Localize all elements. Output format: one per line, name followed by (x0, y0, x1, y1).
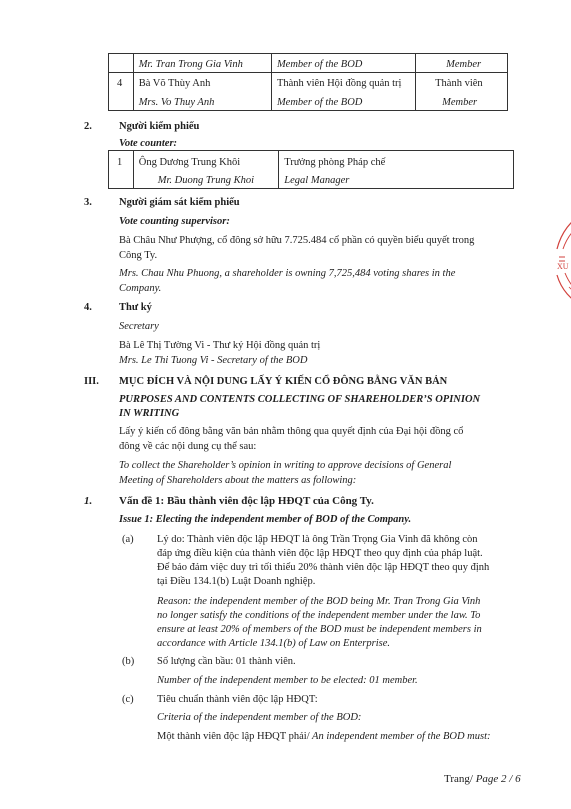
supervisor-text-en-1: Mrs. Chau Nhu Phuong, a shareholder is owning 7,725,484 voting shares in the (119, 268, 456, 279)
item-label-a: (a) (122, 534, 134, 545)
section-title-vi: Người giám sát kiểm phiếu (119, 197, 240, 208)
reason-en-1: Reason: the independent member of the BOD being Mr. Tran Trong Gia Vinh (157, 596, 481, 607)
item-label-b: (b) (122, 656, 135, 667)
member-number: 4 (117, 78, 123, 89)
page-label-en: Page 2 / 6 (472, 773, 521, 785)
section-title-en: Vote counter: (119, 138, 178, 149)
intro-text-en-2: Meeting of Shareholders about the matters as following: (119, 475, 357, 486)
reason-vi-4: tại Điều 134.1(b) Luật Doanh nghiệp. (157, 576, 316, 587)
svg-text:XU: XU (557, 262, 569, 271)
member-name-en: Mrs. Vo Thuy Anh (138, 97, 215, 108)
member-role-en: Member of the BOD (276, 97, 363, 108)
criteria-vi: Tiêu chuẩn thành viên độc lập HĐQT: (157, 694, 318, 705)
reason-vi-2: đáp ứng điều kiện của thành viên độc lập HĐQT theo quy định của pháp luật. (157, 548, 483, 559)
table-row (109, 54, 508, 73)
quantity-vi: Số lượng cần bầu: 01 thành viên. (157, 656, 296, 667)
counter-name-vi: Ông Dương Trung Khôi (138, 157, 241, 168)
reason-vi-3: Để bảo đảm việc duy trì tối thiểu 20% thành viên độc lập HĐQT theo quy định (157, 562, 490, 573)
member-status-vi: Thành viên (435, 78, 483, 89)
reason-en-3: ensure at least 20% of members of the BOD must be independent members in (157, 624, 482, 635)
supervisor-text-vi-1: Bà Châu Như Phượng, cổ đông sở hữu 7.725.484 cổ phần có quyền biểu quyết trong (119, 235, 475, 246)
section-title-vi: MỤC ĐÍCH VÀ NỘI DUNG LẤY Ý KIẾN CỔ ĐÔNG BẰNG VĂN BẢN (119, 376, 448, 387)
vote-counter-table (108, 150, 514, 189)
page-label-vi: Trang/ (444, 773, 473, 785)
section-title-vi: Người kiểm phiếu (119, 121, 200, 132)
quantity-en: Number of the independent member to be elected: 01 member. (157, 675, 418, 686)
page-number (444, 773, 521, 785)
section-title-en-1: PURPOSES AND CONTENTS COLLECTING OF SHAREHOLDER’S OPINION (119, 394, 481, 405)
secretary-text-vi: Bà Lê Thị Tường Vi - Thư ký Hội đồng quản trị (119, 340, 321, 351)
issue-title-vi: Vấn đề 1: Bầu thành viên độc lập HĐQT của Công Ty. (119, 495, 374, 507)
intro-text-vi-1: Lấy ý kiến cổ đông bằng văn bản nhằm thông qua quyết định của Đại hội đồng cổ (119, 426, 464, 437)
secretary-text-en: Mrs. Le Thi Tuong Vi - Secretary of the BOD (119, 355, 308, 366)
section-title-vi: Thư ký (119, 302, 152, 313)
item-label-c: (c) (122, 694, 134, 705)
counter-number: 1 (117, 157, 123, 168)
member-name-vi: Bà Võ Thùy Anh (138, 78, 211, 89)
criteria-tail-vi: Một thành viên độc lập HĐQT phải/ (157, 731, 310, 742)
reason-en-2: no longer satisfy the conditions of the independent member under the law. To (157, 610, 481, 621)
section-title-en: Vote counting supervisor: (119, 216, 230, 227)
table-row (109, 73, 508, 111)
supervisor-text-en-2: Company. (119, 283, 162, 294)
issue-number: 1. (84, 495, 93, 507)
intro-text-vi-2: đông về các nội dung cụ thể sau: (119, 441, 257, 452)
section-number: 3. (84, 197, 92, 208)
counter-name-en: Mr. Duong Trung Khoi (157, 175, 255, 186)
section-title-en: Secretary (119, 321, 159, 332)
reason-vi-1: Lý do: Thành viên độc lập HĐQT là ông Trần Trọng Gia Vinh đã không còn (157, 534, 478, 545)
section-number: 2. (84, 121, 92, 132)
reason-en-4: accordance with Article 134.1(b) of Law on Enterprise. (157, 638, 391, 649)
supervisor-text-vi-2: Công Ty. (119, 250, 158, 261)
section-number: 4. (84, 302, 92, 313)
intro-text-en-1: To collect the Shareholder’s opinion in writing to approve decisions of General (119, 460, 452, 471)
section-title-en-2: IN WRITING (119, 408, 180, 419)
stamp-icon (551, 205, 571, 315)
member-status-en: Member (446, 59, 482, 70)
section-number: III. (84, 376, 99, 387)
table-row (109, 151, 514, 189)
criteria-tail (157, 731, 491, 742)
member-name-en: Mr. Tran Trong Gia Vinh (138, 59, 243, 70)
criteria-en: Criteria of the independent member of the BOD: (157, 712, 362, 723)
member-role-vi: Thành viên Hội đồng quản trị (276, 78, 402, 89)
criteria-tail-en: An independent member of the BOD must: (309, 731, 491, 742)
member-status-en: Member (442, 97, 478, 108)
issue-title-en: Issue 1: Electing the independent member of BOD of the Company. (119, 514, 412, 525)
member-role-en: Member of the BOD (276, 59, 363, 70)
counter-role-vi: Trưởng phòng Pháp chế (284, 157, 386, 168)
board-members-table (108, 53, 508, 111)
counter-role-en: Legal Manager (284, 175, 350, 186)
